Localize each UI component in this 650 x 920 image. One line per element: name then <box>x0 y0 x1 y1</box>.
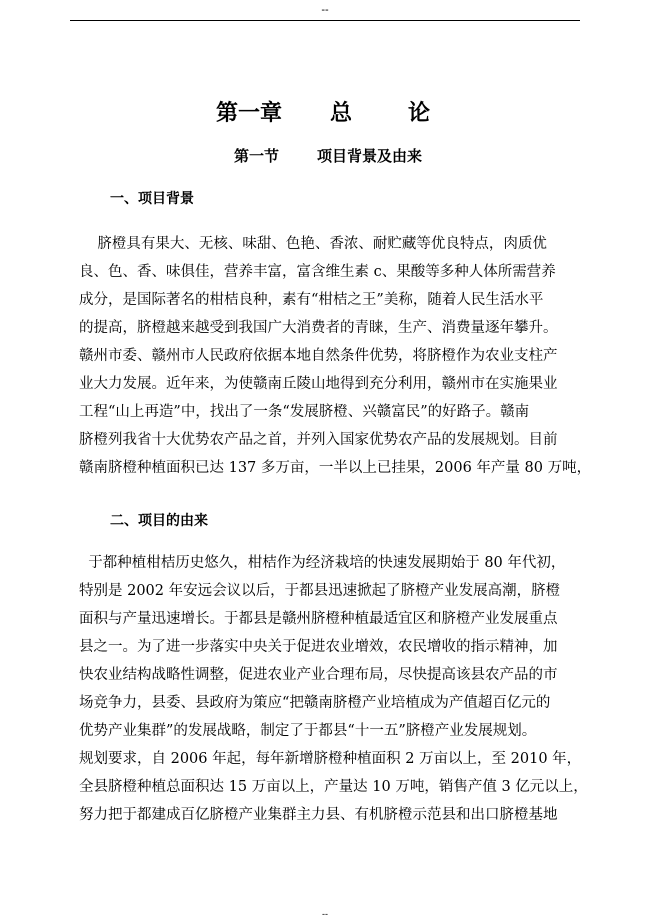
paragraph-line: 面积与产量迅速增长。于都县是赣州脐橙种植最适宜区和脐橙产业发展重点 <box>79 611 558 627</box>
chapter-label: 第一章 <box>216 100 283 126</box>
section-title <box>234 146 422 166</box>
paragraph-line: 全县脐橙种植总面积达 15 万亩以上，产量达 10 万吨，销售产值 3 亿元以上， <box>79 779 588 795</box>
paragraph-line: 努力把于都建成百亿脐橙产业集群主力县、有机脐橙示范县和出口脐橙基地 <box>79 807 558 823</box>
paragraph-line: 业大力发展。近年来，为使赣南丘陵山地得到充分利用，赣州市在实施果业 <box>79 376 558 392</box>
paragraph-line: 快农业结构战略性调整，促进农业产业合理布局，尽快提高该县农产品的市 <box>79 667 558 683</box>
chapter-title-part2: 论 <box>408 100 431 126</box>
paragraph-line: 脐橙具有果大、无核、味甜、色艳、香浓、耐贮藏等优良特点，肉质优 <box>79 236 547 252</box>
section-label: 第一节 <box>234 147 280 165</box>
paragraph-line: 优势产业集群”的发展战略，制定了于都县“十一五”脐橙产业发展规划。 <box>79 723 537 739</box>
chapter-title <box>216 98 430 128</box>
paragraph-line: 良、色、香、味俱佳，营养丰富，富含维生素 c、果酸等多种人体所需营养 <box>79 264 556 280</box>
subsection-heading-origin: 二、项目的由来 <box>110 513 208 529</box>
footer-mark: -- <box>322 909 328 919</box>
paragraph-line: 特别是 2002 年安远会议以后，于都县迅速掀起了脐橙产业发展高潮，脐橙 <box>79 583 561 599</box>
paragraph-line: 场竞争力，县委、县政府为策应“把赣南脐橙产业培植成为产值超百亿元的 <box>79 695 551 711</box>
section-title-text: 项目背景及由来 <box>317 147 423 165</box>
paragraph-line: 于都种植柑桔历史悠久，柑桔作为经济栽培的快速发展期始于 80 年代初， <box>79 555 566 571</box>
header-mark: -- <box>321 4 329 16</box>
paragraph-line: 赣南脐橙种植面积已达 137 多万亩，一半以上已挂果，2006 年产量 80 万吨， <box>79 460 592 476</box>
paragraph-line: 赣州市委、赣州市人民政府依据本地自然条件优势，将脐橙作为农业支柱产 <box>79 348 558 364</box>
paragraph-line: 成分，是国际著名的柑桔良种，素有“柑桔之王”美称，随着人民生活水平 <box>79 292 544 308</box>
paragraph-line: 规划要求，自 2006 年起，每年新增脐橙种植面积 2 万亩以上，至 2010 年， <box>79 751 582 767</box>
subsection-heading-background: 一、项目背景 <box>110 191 194 207</box>
paragraph-line: 脐橙列我省十大优势农产品之首，并列入国家优势农产品的发展规划。目前 <box>79 432 558 448</box>
header-rule <box>70 20 580 21</box>
chapter-title-part1: 总 <box>330 100 353 126</box>
paragraph-line: 工程“山上再造”中，找出了一条“发展脐橙、兴赣富民”的好路子。赣南 <box>79 404 530 420</box>
paragraph-line: 的提高，脐橙越来越受到我国广大消费者的青睐，生产、消费量逐年攀升。 <box>79 320 558 336</box>
paragraph-line: 县之一。为了进一步落实中央关于促进农业增效，农民增收的指示精神，加 <box>79 639 558 655</box>
